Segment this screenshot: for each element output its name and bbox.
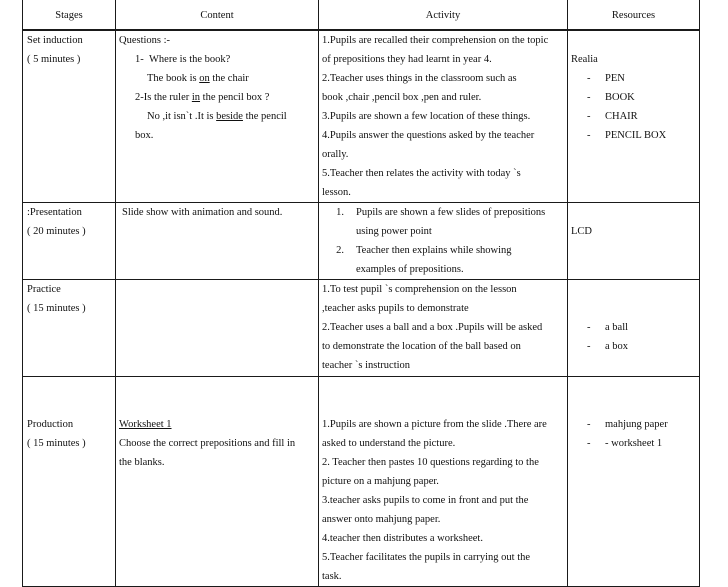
- spacer: [322, 377, 564, 396]
- resource-item: - PEN: [587, 73, 625, 84]
- spacer: [571, 31, 696, 50]
- stage-cell: [23, 30, 116, 203]
- activity-line: 1.Pupils are recalled their comprehension on the topic: [322, 35, 549, 46]
- resource-item: - a ball: [587, 322, 629, 333]
- spacer: [571, 203, 696, 222]
- activity-line: picture on a mahjung paper.: [322, 476, 439, 487]
- row-practice: [23, 280, 700, 377]
- spacer: [571, 299, 696, 318]
- row-presentation: [23, 203, 700, 280]
- activity-line: book ,chair ,pencil box ,pen and ruler.: [322, 92, 482, 103]
- spacer: [119, 377, 315, 396]
- stage-name: Set induction: [27, 35, 83, 46]
- stage-duration: ( 15 minutes ): [27, 303, 86, 314]
- stage-cell: [23, 203, 116, 280]
- activity-line: 4.Pupils answer the questions asked by the teacher: [322, 130, 535, 141]
- activity-item-2: 2. Teacher then explains while showing: [336, 245, 512, 256]
- activity-cell: [319, 30, 568, 203]
- activity-item-2-continued: examples of prepositions.: [356, 264, 464, 275]
- activity-line: of prepositions they had learnt in year 4.: [322, 54, 492, 65]
- activity-line: 3.Pupils are shown a few location of these things.: [322, 111, 531, 122]
- activity-line: 5.Teacher facilitates the pupils in carrying out the: [322, 552, 531, 563]
- answer-1: The book is on the chair: [147, 73, 249, 84]
- resource-lcd: LCD: [571, 226, 592, 237]
- resource-item: - mahjung paper: [587, 419, 668, 430]
- row-production: [23, 377, 700, 587]
- answer-2-continued: box.: [135, 130, 154, 141]
- row-set-induction: [23, 30, 700, 203]
- resources-cell: [568, 280, 700, 377]
- stage-name: :Presentation: [27, 207, 82, 218]
- activity-line: answer onto mahjung paper.: [322, 514, 441, 525]
- resource-item: - CHAIR: [587, 111, 638, 122]
- stage-duration: ( 20 minutes ): [27, 226, 86, 237]
- worksheet-heading: Worksheet 1: [119, 419, 172, 430]
- resources-cell: [568, 30, 700, 203]
- stage-duration: ( 5 minutes ): [27, 54, 81, 65]
- resource-item: - PENCIL BOX: [587, 130, 667, 141]
- spacer: [322, 396, 564, 415]
- activity-item-1-continued: using power point: [356, 226, 432, 237]
- stage-cell: [23, 377, 116, 587]
- activity-line: 5.Teacher then relates the activity with today `s: [322, 168, 521, 179]
- spacer: [27, 377, 112, 396]
- stage-name: Practice: [27, 284, 61, 295]
- resources-heading: Realia: [571, 54, 598, 65]
- resource-item: - BOOK: [587, 92, 635, 103]
- activity-cell: [319, 280, 568, 377]
- activity-line: ,teacher asks pupils to demonstrate: [322, 303, 469, 314]
- content-text: Slide show with animation and sound.: [122, 207, 283, 218]
- activity-line: teacher `s instruction: [322, 360, 411, 371]
- header-content: Content: [116, 0, 319, 30]
- content-cell: [116, 280, 319, 377]
- activity-line: task.: [322, 571, 342, 582]
- question-1: 1- Where is the book?: [135, 54, 231, 65]
- content-cell: [116, 377, 319, 587]
- activity-item-1: 1. Pupils are shown a few slides of prepositions: [336, 207, 546, 218]
- activity-cell: [319, 377, 568, 587]
- resources-cell: [568, 203, 700, 280]
- stage-duration: ( 15 minutes ): [27, 438, 86, 449]
- activity-line: 2.Teacher uses a ball and a box .Pupils will be asked: [322, 322, 543, 333]
- activity-line: 1.Pupils are shown a picture from the slide .There are: [322, 419, 547, 430]
- spacer: [571, 396, 696, 415]
- spacer: [119, 396, 315, 415]
- header-activity: Activity: [319, 0, 568, 30]
- content-text: the blanks.: [119, 457, 165, 468]
- spacer: [27, 396, 112, 415]
- content-cell: [116, 203, 319, 280]
- resource-item: - a box: [587, 341, 629, 352]
- activity-line: 2. Teacher then pastes 10 questions regarding to the: [322, 457, 539, 468]
- activity-line: orally.: [322, 149, 349, 160]
- content-cell: [116, 30, 319, 203]
- activity-line: asked to understand the picture.: [322, 438, 456, 449]
- header-resources: Resources: [568, 0, 700, 30]
- lesson-plan-sheet: [22, 0, 699, 587]
- resources-cell: [568, 377, 700, 587]
- header-row: [23, 0, 700, 30]
- activity-cell: [319, 203, 568, 280]
- answer-2: No ,it isn`t .It is beside the pencil: [147, 111, 287, 122]
- questions-heading: Questions :-: [119, 35, 171, 46]
- content-text: Choose the correct prepositions and fill in: [119, 438, 296, 449]
- spacer: [571, 377, 696, 396]
- stage-name: Production: [27, 419, 74, 430]
- spacer: [571, 280, 696, 299]
- resource-item: - - worksheet 1: [587, 438, 663, 449]
- lesson-plan-table: [22, 0, 700, 587]
- activity-line: 3.teacher asks pupils to come in front and put the: [322, 495, 529, 506]
- activity-line: 1.To test pupil `s comprehension on the lesson: [322, 284, 517, 295]
- activity-line: 2.Teacher uses things in the classroom such as: [322, 73, 517, 84]
- header-stages: Stages: [23, 0, 116, 30]
- activity-line: 4.teacher then distributes a worksheet.: [322, 533, 483, 544]
- stage-cell: [23, 280, 116, 377]
- activity-line: lesson.: [322, 187, 351, 198]
- activity-line: to demonstrate the location of the ball based on: [322, 341, 521, 352]
- question-2: 2-Is the ruler in the pencil box ?: [135, 92, 270, 103]
